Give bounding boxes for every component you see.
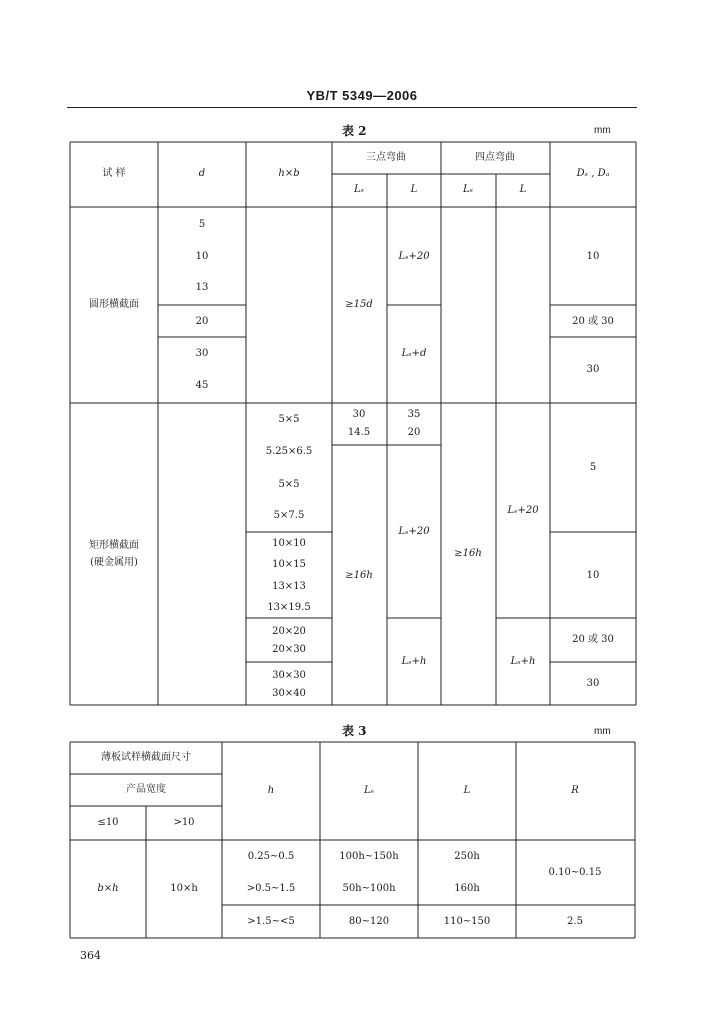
rect-ds-value: 10: [586, 570, 600, 581]
rect-four-l-value: Lₛ+20: [507, 505, 539, 516]
t2-header-hxb: h×b: [278, 168, 300, 179]
t3-header-ls: Lₛ: [363, 785, 375, 796]
rect-four-ls-value: ≥16h: [454, 548, 482, 559]
table2-caption: 表 2: [342, 124, 367, 138]
rect-section-sublabel: (硬金属用): [90, 557, 138, 568]
t3-10xh: 10×h: [170, 883, 198, 894]
round-ls-value: ≥15d: [345, 299, 373, 310]
round-l-value: Lₛ+d: [401, 348, 427, 359]
t3-r-value: 2.5: [567, 916, 583, 927]
table2-unit: mm: [594, 125, 611, 136]
t3-ls-value: 80~120: [348, 916, 390, 927]
rect-ls-value: ≥16h: [345, 570, 373, 581]
t3-l-value: 110~150: [443, 916, 491, 927]
rect-four-l-value: Lₛ+h: [510, 656, 536, 667]
round-d-value: 10: [195, 251, 209, 262]
rect-hxb-value: 20×20: [272, 626, 306, 637]
t3-header-product-width: 产品宽度: [126, 784, 166, 795]
t3-h-value: 0.25~0.5: [247, 851, 295, 862]
rect-hxb-value: 5×5: [278, 414, 300, 425]
rect-ls-value: 14.5: [347, 427, 371, 438]
round-d-value: 45: [195, 380, 209, 391]
rect-hxb-value: 5×5: [278, 479, 300, 490]
t3-header-r: R: [571, 785, 579, 796]
t2-header-specimen: 试 样: [102, 168, 126, 179]
round-l-value: Lₛ+20: [398, 251, 430, 262]
t2-header-ds-da: Dₛ , Dₐ: [576, 168, 610, 179]
round-d-value: 30: [195, 348, 209, 359]
page-number: 364: [80, 949, 101, 962]
rect-hxb-value: 5.25×6.5: [265, 446, 313, 457]
t2-header-ls-3pt: Lₛ: [353, 184, 365, 195]
t3-header-gt10: >10: [173, 817, 195, 828]
rect-ds-value: 5: [589, 462, 597, 473]
t3-l-value: 160h: [454, 883, 480, 894]
rect-l-value: Lₛ+20: [398, 526, 430, 537]
t3-ls-value: 100h~150h: [339, 851, 399, 862]
t3-r-value: 0.10~0.15: [548, 867, 602, 878]
t2-header-three-point: 三点弯曲: [366, 152, 406, 163]
t3-header-le10: ≤10: [97, 817, 119, 828]
t3-header-l: L: [463, 785, 471, 796]
rect-hxb-value: 13×19.5: [267, 602, 311, 613]
t3-l-value: 250h: [454, 851, 480, 862]
rect-l-value: 35: [407, 409, 421, 420]
t3-bxh: b×h: [97, 883, 119, 894]
rect-section-label: 矩形横截面: [89, 540, 139, 551]
round-ds-value: 10: [586, 251, 600, 262]
t2-header-ls-4pt: Lₛ: [462, 184, 474, 195]
rect-l-value: Lₛ+h: [401, 656, 427, 667]
round-d-value: 5: [198, 219, 206, 230]
rect-ds-value: 30: [586, 678, 600, 689]
rect-ds-value: 20 或 30: [572, 634, 614, 645]
table3-caption: 表 3: [342, 724, 367, 738]
rect-hxb-value: 5×7.5: [273, 510, 305, 521]
rect-hxb-value: 30×30: [272, 670, 306, 681]
standard-code: YB/T 5349—2006: [306, 88, 418, 103]
t3-header-h: h: [267, 785, 275, 796]
t3-h-value: >1.5~<5: [247, 916, 295, 927]
rect-hxb-value: 10×10: [272, 538, 306, 549]
round-d-value: 20: [195, 316, 209, 327]
rect-ls-value: 30: [352, 409, 366, 420]
rect-hxb-value: 10×15: [272, 559, 306, 570]
t2-header-l-3pt: L: [410, 184, 418, 195]
t3-header-section-size: 薄板试样横截面尺寸: [101, 752, 191, 763]
round-ds-value: 30: [586, 364, 600, 375]
rect-hxb-value: 30×40: [272, 688, 306, 699]
t2-header-four-point: 四点弯曲: [475, 152, 515, 163]
rect-hxb-value: 20×30: [272, 644, 306, 655]
round-section-label: 圆形横截面: [89, 299, 139, 310]
table3-unit: mm: [594, 726, 611, 737]
rect-l-value: 20: [407, 427, 421, 438]
t2-header-d: d: [198, 168, 206, 179]
t3-h-value: >0.5~1.5: [246, 883, 296, 894]
round-ds-value: 20 或 30: [572, 316, 614, 327]
round-d-value: 13: [195, 282, 209, 293]
rect-hxb-value: 13×13: [272, 581, 306, 592]
t3-ls-value: 50h~100h: [342, 883, 396, 894]
t2-header-l-4pt: L: [519, 184, 527, 195]
